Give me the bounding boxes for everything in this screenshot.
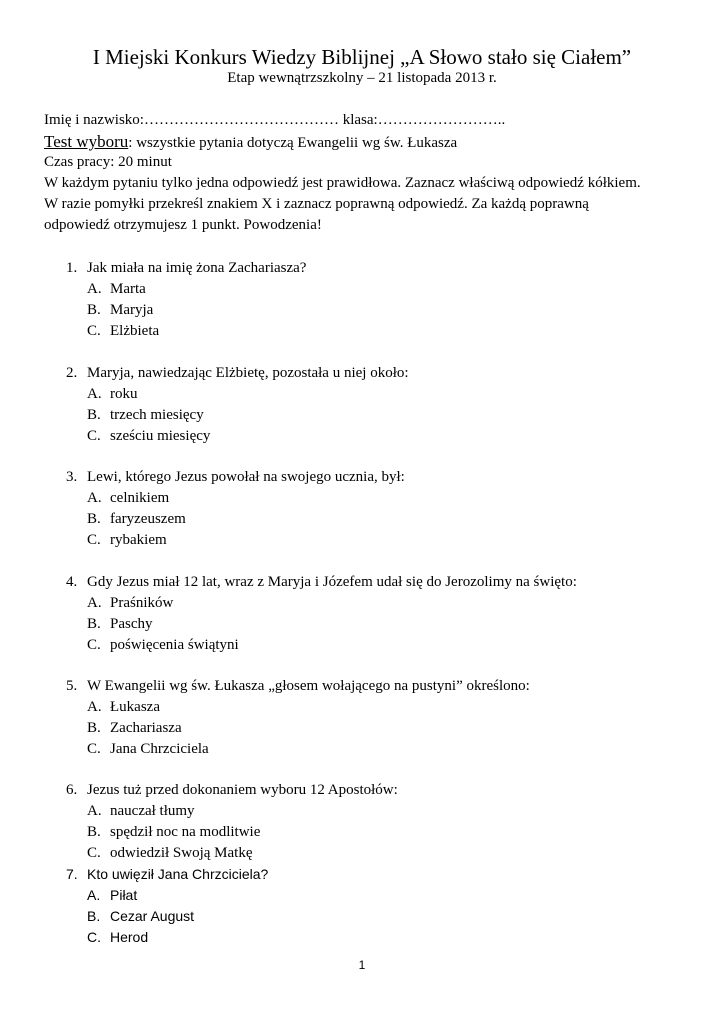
question-text: W Ewangelii wg św. Łukasza „głosem wołającego na pustyni” określono: [87,678,530,694]
answer-text: Piłat [110,887,138,903]
question-number: 5. [66,678,78,694]
page-subtitle: Etap wewnątrzszkolny – 21 listopada 2013 r. [227,70,497,86]
answer-letter: C. [87,532,101,548]
answer-letter: B. [87,824,101,840]
answer-option[interactable] [0,927,724,948]
answer-text: poświęcenia świątyni [110,637,239,653]
test-type-label: Test wyboru [44,132,129,151]
answer-option[interactable] [0,488,724,509]
answer-text: trzech miesięcy [110,407,204,423]
answer-option[interactable] [0,635,724,656]
question-row [0,864,724,885]
answer-letter: C. [87,428,101,444]
answer-letter: C. [87,741,101,757]
answer-letter: B. [87,511,101,527]
answer-text: rybakiem [110,532,167,548]
instructions-line-3: odpowiedź otrzymujesz 1 punkt. Powodzenia! [44,217,322,233]
question-number: 6. [66,782,78,798]
question-text: Maryja, nawiedzając Elżbietę, pozostała u niej około: [87,365,409,381]
answer-option[interactable] [0,906,724,927]
page-number: 1 [358,958,366,972]
answer-option[interactable] [0,697,724,718]
answer-option[interactable] [0,718,724,739]
answer-option[interactable] [0,509,724,530]
answer-text: Zachariasza [110,720,182,736]
question-text: Kto uwięził Jana Chrzciciela? [87,866,269,882]
question-text: Lewi, którego Jezus powołał na swojego ucznia, był: [87,469,405,485]
question-7 [0,864,724,948]
answer-option[interactable] [0,739,724,760]
answer-letter: A. [87,386,102,402]
answer-text: Praśników [110,595,174,611]
question-row [0,572,724,593]
answer-text: roku [110,386,138,402]
answer-text: Cezar August [110,908,195,924]
test-type-description: : wszystkie pytania dotyczą Ewangelii wg św. Łukasza [128,135,458,151]
question-number: 7. [66,866,78,882]
answer-option[interactable] [0,426,724,447]
answer-option[interactable] [0,885,724,906]
question-number: 2. [66,365,78,381]
answer-text: sześciu miesięcy [110,428,211,444]
answer-text: Jana Chrzciciela [110,741,209,757]
answer-letter: C. [87,929,101,945]
question-number: 1. [66,260,78,276]
answer-text: Elżbieta [110,323,160,339]
answer-letter: B. [87,908,101,924]
answer-letter: A. [87,490,102,506]
question-5 [0,676,724,760]
answer-option[interactable] [0,843,724,864]
answer-letter: C. [87,637,101,653]
answer-letter: C. [87,845,101,861]
answer-letter: A. [87,595,102,611]
answer-option[interactable] [0,279,724,300]
question-row [0,467,724,488]
question-text: Jezus tuż przed dokonaniem wyboru 12 Apostołów: [87,782,398,798]
answer-text: Marta [110,281,146,297]
answer-option[interactable] [0,321,724,342]
answer-letter: A. [87,699,102,715]
intro-block [44,110,684,236]
question-4 [0,572,724,656]
question-row [0,258,724,279]
answer-option[interactable] [0,593,724,614]
question-row [0,363,724,384]
answer-option[interactable] [0,614,724,635]
answer-option[interactable] [0,300,724,321]
question-2 [0,363,724,447]
question-3 [0,467,724,551]
question-row [0,676,724,697]
answer-text: spędził noc na modlitwie [110,824,261,840]
answer-text: Paschy [110,616,153,632]
name-class-line: Imię i nazwisko:………………………………… klasa:…………………….. [44,112,506,128]
answer-text: celnikiem [110,490,170,506]
answer-letter: B. [87,616,101,632]
answer-option[interactable] [0,384,724,405]
answer-letter: A. [87,281,102,297]
answer-text: Herod [110,929,149,945]
test-type-line [44,131,684,152]
question-text: Jak miała na imię żona Zachariasza? [87,260,307,276]
answer-option[interactable] [0,405,724,426]
question-number: 4. [66,574,78,590]
answer-letter: B. [87,720,101,736]
question-row [0,780,724,801]
answer-text: Maryja [110,302,154,318]
answer-text: odwiedził Swoją Matkę [110,845,253,861]
question-6 [0,780,724,864]
answer-option[interactable] [0,822,724,843]
question-number: 3. [66,469,78,485]
answer-text: Łukasza [110,699,160,715]
answer-text: faryzeuszem [110,511,186,527]
answer-letter: A. [87,803,102,819]
answer-letter: C. [87,323,101,339]
answer-option[interactable] [0,530,724,551]
page-title: I Miejski Konkurs Wiedzy Biblijnej „A Słowo stało się Ciałem” [92,45,632,69]
answer-option[interactable] [0,801,724,822]
answer-letter: A. [87,887,101,903]
answer-letter: B. [87,407,101,423]
instructions-line-2: W razie pomyłki przekreśl znakiem X i zaznacz poprawną odpowiedź. Za każdą poprawną [44,196,589,212]
work-time: Czas pracy: 20 minut [44,154,172,170]
instructions-line-1: W każdym pytaniu tylko jedna odpowiedź jest prawidłowa. Zaznacz właściwą odpowiedź kółkiem. [44,175,641,191]
answer-letter: B. [87,302,101,318]
answer-text: nauczał tłumy [110,803,195,819]
question-1 [0,258,724,342]
question-text: Gdy Jezus miał 12 lat, wraz z Maryja i Józefem udał się do Jerozolimy na święto: [87,574,577,590]
